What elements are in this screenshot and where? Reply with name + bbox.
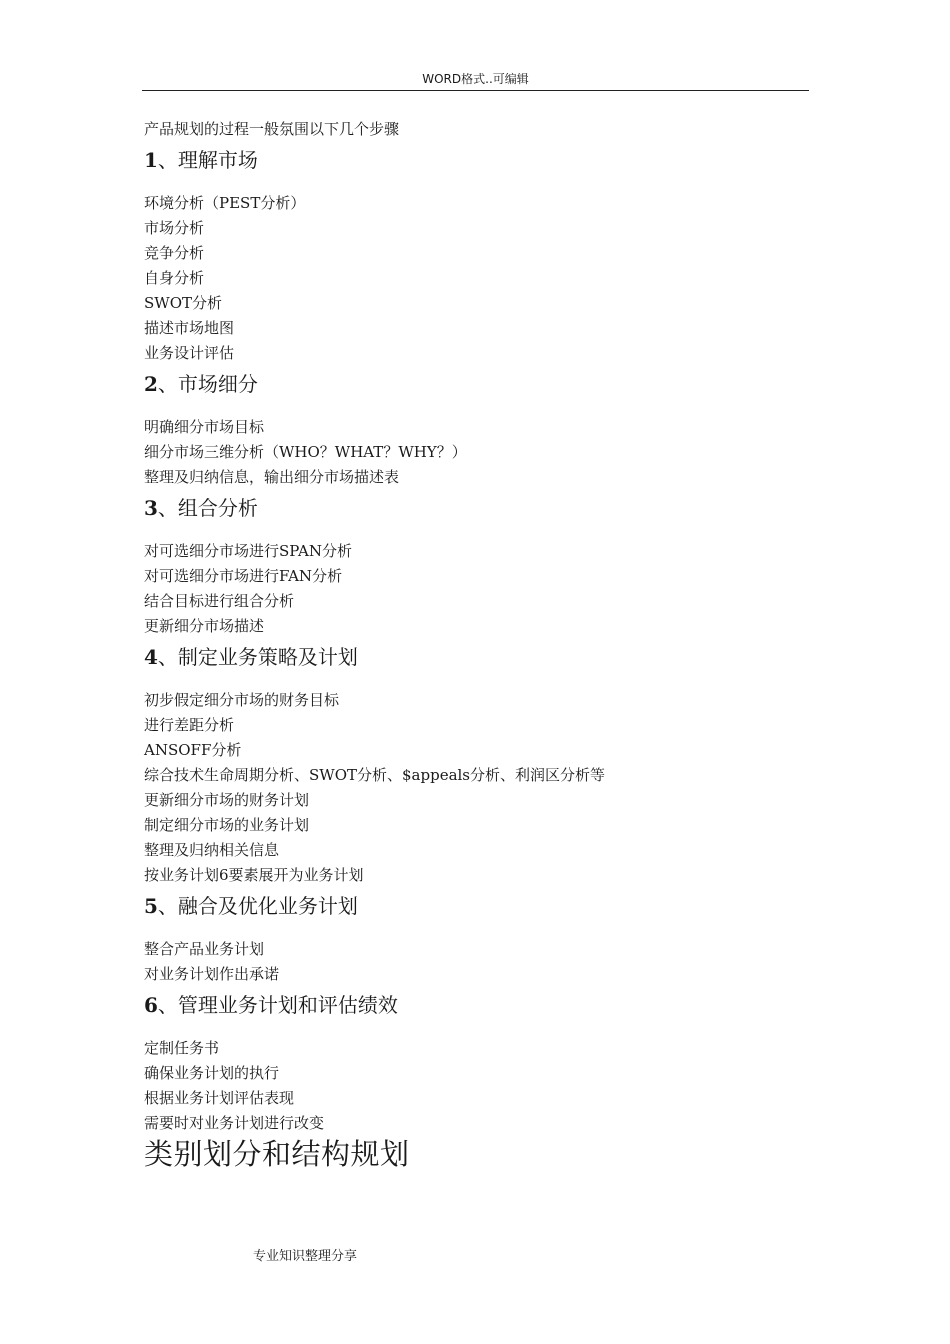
- list-item: 进行差距分析: [144, 716, 235, 734]
- list-item: 对业务计划作出承诺: [144, 965, 280, 983]
- list-item: 竞争分析: [144, 244, 205, 262]
- section-number: 4: [144, 645, 158, 669]
- list-item: 细分市场三维分析（WHO？WHAT？WHY？）: [144, 443, 467, 461]
- header-text: WORD格式..可编辑: [422, 72, 529, 86]
- section-title: 、市场细分: [157, 372, 258, 396]
- section-number: 2: [144, 372, 158, 396]
- list-item: 环境分析（PEST分析）: [144, 194, 306, 212]
- section-number: 6: [144, 993, 158, 1017]
- list-item: 确保业务计划的执行: [144, 1064, 280, 1082]
- section-heading-1: [144, 145, 804, 175]
- section-heading-6: [144, 990, 804, 1020]
- document-body: [144, 117, 804, 1172]
- list-item: 整合产品业务计划: [144, 940, 265, 958]
- section-heading-5: [144, 891, 804, 921]
- list-item: 更新细分市场的财务计划: [144, 791, 310, 809]
- list-item: ANSOFF分析: [144, 741, 242, 759]
- section-title: 、制定业务策略及计划: [157, 645, 358, 669]
- section-heading-2: [144, 369, 804, 399]
- section-title: 、理解市场: [157, 148, 258, 172]
- list-item: 需要时对业务计划进行改变: [144, 1114, 325, 1132]
- section-title: 、管理业务计划和评估绩效: [157, 993, 398, 1017]
- section-number: 5: [144, 894, 158, 918]
- section-number: 1: [144, 148, 158, 172]
- list-item: 定制任务书: [144, 1039, 220, 1057]
- list-item: 明确细分市场目标: [144, 418, 265, 436]
- list-item: 按业务计划6要素展开为业务计划: [144, 866, 364, 884]
- section-title: 、融合及优化业务计划: [157, 894, 358, 918]
- list-item: 综合技术生命周期分析、SWOT分析、$appeals分析、利润区分析等: [144, 766, 606, 784]
- list-item: 对可选细分市场进行SPAN分析: [144, 542, 352, 560]
- list-item: 自身分析: [144, 269, 205, 287]
- list-item: 制定细分市场的业务计划: [144, 816, 310, 834]
- footer-text: 专业知识整理分享: [253, 1249, 358, 1264]
- page-footer: [253, 1247, 357, 1267]
- list-item: 更新细分市场描述: [144, 617, 265, 635]
- section-title: 、组合分析: [157, 496, 258, 520]
- list-item: 初步假定细分市场的财务目标: [144, 691, 340, 709]
- list-item: 整理及归纳信息，输出细分市场描述表: [144, 468, 400, 486]
- intro-text: 产品规划的过程一般氛围以下几个步骤: [144, 120, 400, 138]
- list-item: 结合目标进行组合分析: [144, 592, 295, 610]
- section-number: 3: [144, 496, 158, 520]
- page-header: [142, 70, 809, 91]
- list-item: 业务设计评估: [144, 344, 235, 362]
- chapter-title: 类别划分和结构规划: [144, 1137, 410, 1171]
- list-item: SWOT分析: [144, 294, 222, 312]
- list-item: 描述市场地图: [144, 319, 235, 337]
- list-item: 整理及归纳相关信息: [144, 841, 280, 859]
- list-item: 市场分析: [144, 219, 205, 237]
- list-item: 对可选细分市场进行FAN分析: [144, 567, 343, 585]
- list-item: 根据业务计划评估表现: [144, 1089, 295, 1107]
- section-heading-3: [144, 493, 804, 523]
- section-heading-4: [144, 642, 804, 672]
